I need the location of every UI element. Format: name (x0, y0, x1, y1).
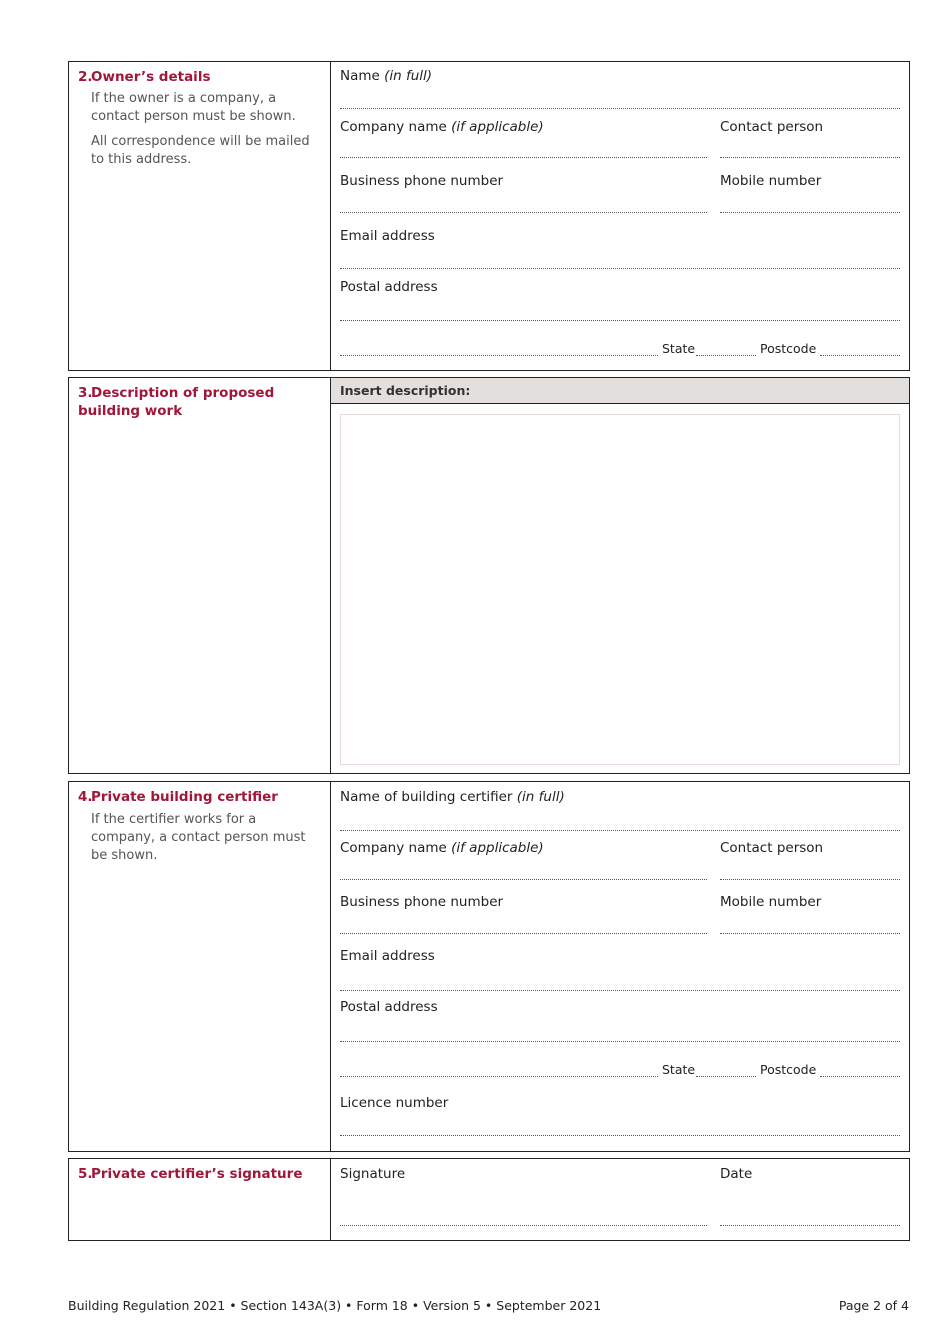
section-5-label-column (69, 1159, 331, 1240)
section-2-note-contact: If the owner is a company, a contact person must be shown. (91, 91, 296, 124)
certifier-licence-field[interactable] (340, 1135, 900, 1136)
owner-postal-field-line2[interactable] (340, 355, 658, 356)
section-3-heading: 3.Description of proposed building work (78, 385, 275, 419)
owner-name-label: Name (in full) (340, 68, 433, 84)
owner-postal-label: Postal address (340, 279, 438, 295)
owner-state-field[interactable] (696, 355, 756, 356)
section-3-fields (331, 378, 909, 773)
certifier-postcode-label: Postcode (760, 1062, 817, 1077)
certifier-state-label: State (662, 1062, 696, 1077)
section-5-fields (331, 1159, 909, 1240)
section-4-heading: 4.Private building certifier (78, 789, 278, 805)
owner-state-label: State (662, 341, 696, 356)
certifier-mobile-label: Mobile number (720, 894, 822, 910)
certifier-contact-field[interactable] (720, 879, 900, 880)
owner-postcode-label: Postcode (760, 341, 817, 356)
certifier-phone-field[interactable] (340, 933, 707, 934)
date-field[interactable] (720, 1225, 900, 1226)
section-description (68, 377, 910, 774)
section-4-note-contact: If the certifier works for a company, a contact person must be shown. (91, 812, 306, 863)
owner-phone-label: Business phone number (340, 173, 504, 189)
owner-email-field[interactable] (340, 268, 900, 269)
section-5-heading: 5.Private certifier’s signature (78, 1166, 303, 1182)
section-2-label-column (69, 62, 331, 370)
owner-name-field[interactable] (340, 108, 900, 109)
owner-phone-field[interactable] (340, 212, 707, 213)
certifier-name-field[interactable] (340, 830, 900, 831)
section-2-fields (331, 62, 909, 370)
certifier-company-label: Company name (if applicable) (340, 840, 544, 856)
certifier-email-field[interactable] (340, 990, 900, 991)
owner-mobile-label: Mobile number (720, 173, 822, 189)
certifier-postcode-field[interactable] (820, 1076, 900, 1077)
section-4-label-column (69, 782, 331, 1151)
certifier-licence-label: Licence number (340, 1095, 449, 1111)
owner-postal-field-line1[interactable] (340, 320, 900, 321)
certifier-phone-label: Business phone number (340, 894, 504, 910)
certifier-email-label: Email address (340, 948, 435, 964)
certifier-postal-label: Postal address (340, 999, 438, 1015)
signature-field[interactable] (340, 1225, 707, 1226)
owner-email-label: Email address (340, 228, 435, 244)
description-textarea[interactable] (340, 414, 900, 765)
section-owners-details (68, 61, 910, 371)
footer-form-reference: Building Regulation 2021 • Section 143A(3) • Form 18 • Version 5 • September 2021 (68, 1298, 602, 1313)
footer-page-number: Page 2 of 4 (838, 1298, 909, 1313)
section-3-label-column (69, 378, 331, 773)
certifier-company-field[interactable] (340, 879, 707, 880)
certifier-mobile-field[interactable] (720, 933, 900, 934)
certifier-name-label: Name of building certifier (in full) (340, 789, 565, 805)
certifier-postal-field-line1[interactable] (340, 1041, 900, 1042)
certifier-state-field[interactable] (696, 1076, 756, 1077)
section-4-fields (331, 782, 909, 1151)
owner-contact-label: Contact person (720, 119, 824, 135)
signature-label: Signature (340, 1166, 406, 1182)
owner-company-label: Company name (if applicable) (340, 119, 544, 135)
certifier-postal-field-line2[interactable] (340, 1076, 658, 1077)
owner-postcode-field[interactable] (820, 355, 900, 356)
owner-mobile-field[interactable] (720, 212, 900, 213)
section-signature (68, 1158, 910, 1241)
owner-company-field[interactable] (340, 157, 707, 158)
section-2-heading: 2.Owner’s details (78, 69, 211, 85)
section-2-note-mail: All correspondence will be mailed to this address. (91, 134, 310, 167)
section-private-certifier (68, 781, 910, 1152)
date-label: Date (720, 1166, 753, 1182)
description-header: Insert description: (331, 378, 909, 404)
owner-contact-field[interactable] (720, 157, 900, 158)
certifier-contact-label: Contact person (720, 840, 824, 856)
